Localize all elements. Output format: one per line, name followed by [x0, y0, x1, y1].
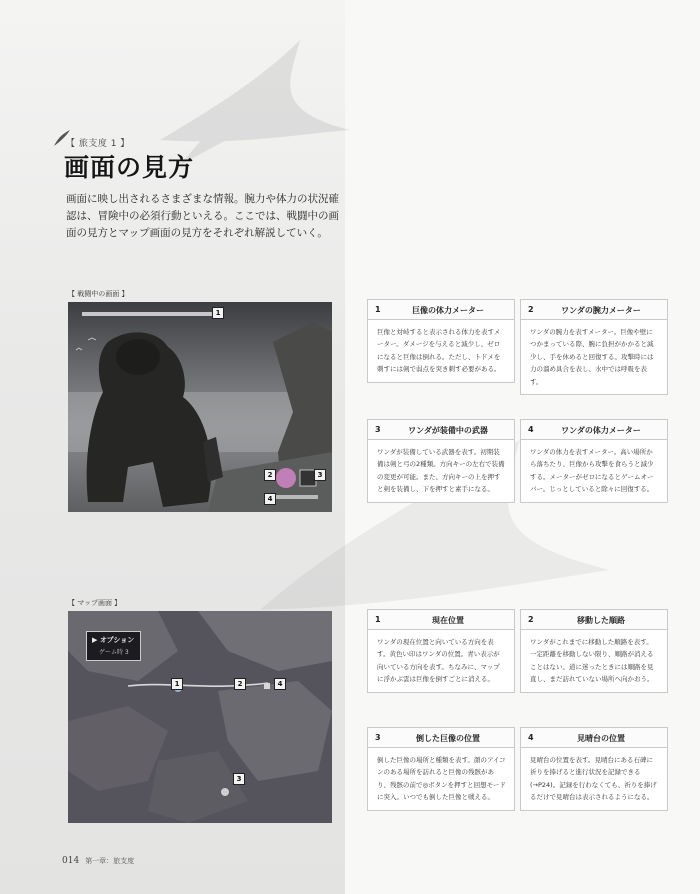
battle-screen-label: 【 戦闘中の画面 】 [68, 290, 129, 298]
battle-info-card [520, 419, 668, 503]
card-body: ワンダの体力を表すメーター。高い場所から落ちたり、巨像から攻撃を食らうと減少する。メーターがゼロになるとゲームオーバー。じっとしていると除々に回復する。 [530, 448, 654, 494]
card-number: 3 [375, 733, 381, 742]
card-title: ワンダの腕力メーター [561, 306, 641, 315]
battle-info-card [367, 299, 515, 383]
card-body: ワンダがこれまでに移動した順路を表す。一定距離を移動しない限り、順路が消えることはない。道に迷ったときには順路を見直し、まだ訪れていない場所へ向かおう。 [530, 638, 654, 684]
card-number: 4 [528, 733, 534, 742]
card-title: 現在位置 [432, 616, 464, 625]
card-body: ワンダの現在位置と向いている方向を表す。黄色い印はワンダの位置。青い表示が向いている方向を表す。ちなみに、マップに浮かぶ雲は巨像を倒すごとに消える。 [377, 638, 500, 684]
map-screen-label: 【 マップ画面 】 [68, 599, 122, 607]
map-marker-4: 4 [274, 678, 286, 690]
card-body: 巨像と対峙すると表示される体力を表すメーター。ダメージを与えると減少し、ゼロになると巨像は倒れる。ただし、トドメを刺すには剣で弱点を突き刺す必要がある。 [377, 328, 501, 374]
page-title: 画面の見方 [64, 153, 195, 182]
chapter-name: 第一章：旅支度 [85, 857, 135, 865]
map-info-card [520, 609, 668, 693]
card-number: 1 [375, 305, 381, 314]
map-info-card [367, 609, 515, 693]
card-body: 倒した巨像の場所と種類を表す。顔のアイコンのある場所を訪れると巨像の残骸があり、残骸の前で◎ボタンを押すと回想モードに突入。いつでも倒した巨像と戦える。 [377, 756, 506, 802]
battle-marker-4: 4 [264, 493, 276, 505]
card-title: 巨像の体力メーター [412, 306, 484, 315]
wander-health-bar [276, 495, 318, 499]
page-number: 014 [62, 856, 80, 866]
card-title: 倒した巨像の位置 [416, 734, 480, 743]
card-number: 2 [528, 615, 534, 624]
card-title: 見晴台の位置 [577, 734, 625, 743]
battle-scene [68, 302, 332, 512]
card-body: ワンダの腕力を表すメーター。巨像や壁につかまっている際、腕に負担がかかると減少し、手を休めると回復する。攻撃時には力の溜め具合を表し、水中では呼吸を表す。 [530, 328, 654, 386]
card-number: 3 [375, 425, 381, 434]
intro-text: 画面に映し出されるさまざまな情報。腕力や体力の状況確認は、冒険中の必須行動といえる。ここでは、戦闘中の画面の見方とマップ画面の見方をそれぞれ解説していく。 [66, 193, 339, 239]
card-body: 見晴台の位置を表す。見晴台にある石碑に祈りを捧げると進行状況を記録できる(→P24)。記録を行わなくても、祈りを捧げるだけで見晴台は表示されるようになる。 [530, 756, 657, 802]
grip-meter [276, 468, 296, 488]
map-screenshot [68, 611, 332, 823]
colossus-health-bar [82, 312, 222, 316]
map-marker-3: 3 [233, 773, 245, 785]
battle-marker-3: 3 [314, 469, 326, 481]
battle-screenshot [68, 302, 332, 512]
card-number: 1 [375, 615, 381, 624]
chapter-tag: 【 旅支度 1 】 [66, 139, 130, 149]
page-footer [62, 856, 134, 866]
battle-info-card [520, 299, 668, 395]
option-subtitle: ゲーム時 3 [99, 649, 129, 656]
option-menu[interactable] [86, 631, 141, 661]
card-body: ワンダが装備している武器を表す。初期装備は剣と弓の2種類。方向キーの左右で装備の変更が可能。また、方向キーの上を押すと剣を装備し、下を押すと素手になる。 [377, 448, 505, 494]
card-number: 2 [528, 305, 534, 314]
defeated-colossus-icon [221, 788, 229, 796]
card-title: ワンダが装備中の武器 [408, 426, 488, 435]
card-title: 移動した順路 [577, 616, 625, 625]
battle-marker-1: 1 [212, 307, 224, 319]
map-info-card [520, 727, 668, 811]
card-title: ワンダの体力メーター [561, 426, 641, 435]
map-marker-2: 2 [234, 678, 246, 690]
card-number: 4 [528, 425, 534, 434]
battle-info-card [367, 419, 515, 503]
battle-marker-2: 2 [264, 469, 276, 481]
shrine-icon [264, 683, 270, 689]
map-marker-1: 1 [171, 678, 183, 690]
map-info-card [367, 727, 515, 811]
option-title: ▶ オプション [92, 636, 135, 644]
